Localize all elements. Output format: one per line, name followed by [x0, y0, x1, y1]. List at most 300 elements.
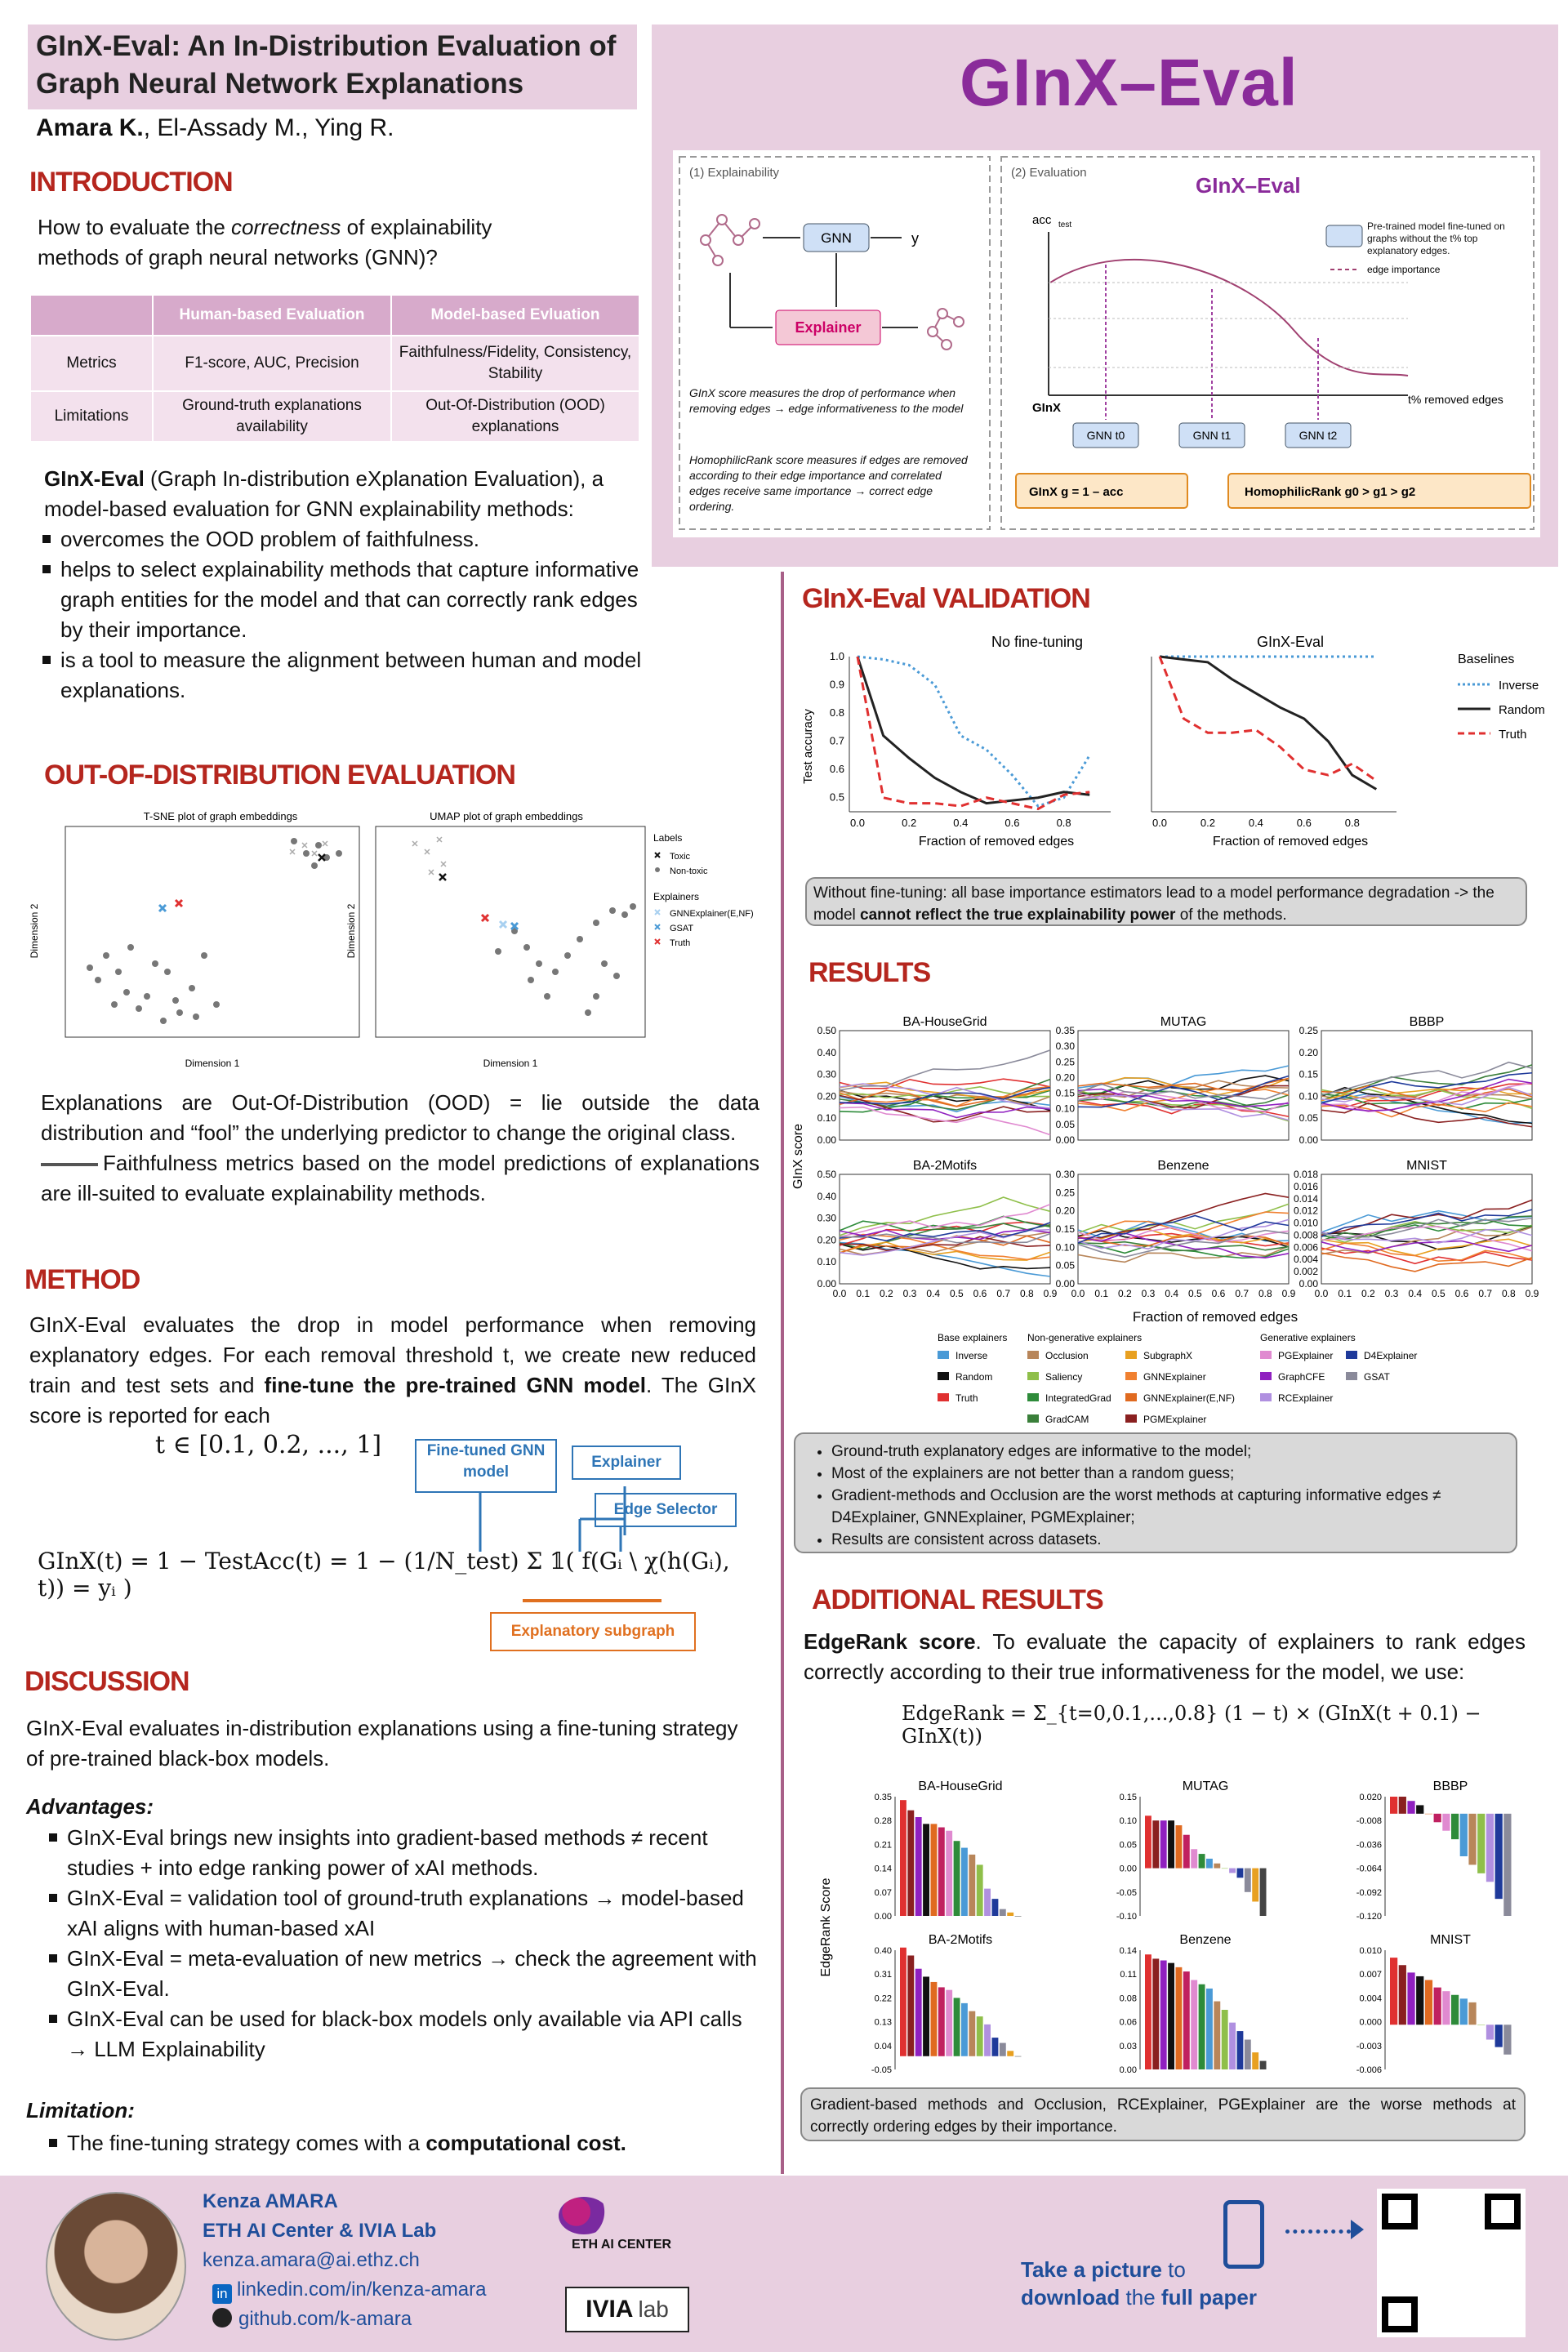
edgerank-bar: [1237, 1869, 1244, 1878]
val-x-tick: 0.4: [1248, 817, 1263, 829]
results-legend-item: Occlusion: [1045, 1350, 1089, 1361]
schematic-xlabel: t% removed edges: [1408, 393, 1503, 406]
results-y-tick: 0.00: [1298, 1278, 1318, 1290]
advantage-item: GInX-Eval = validation tool of ground-truth explanations → model-based xAI aligns with human-based xAI: [67, 1883, 758, 1944]
val-x-tick: 0.2: [902, 817, 917, 829]
legend-inverse: Inverse: [1499, 679, 1539, 693]
val-y-tick: 0.6: [829, 763, 844, 776]
edgerank-y-tick: 0.10: [1119, 1816, 1137, 1827]
edgerank-y-tick: 0.004: [1359, 1993, 1382, 2004]
edgerank-bar: [1477, 1814, 1485, 1873]
edgerank-bar: [1260, 2061, 1267, 2069]
results-x-tick: 0.1: [1338, 1288, 1352, 1299]
acc-sub-label: test: [1058, 220, 1072, 229]
edgerank-y-tick: 0.22: [874, 1993, 892, 2004]
explainer-method-box: Explainer: [572, 1446, 681, 1480]
edgerank-bar: [1206, 1989, 1213, 2069]
edgerank-bar: [900, 1800, 906, 1916]
edgerank-bar: [961, 2003, 968, 2056]
subgraph-box: Explanatory subgraph: [490, 1612, 696, 1651]
intro-bullet: helps to select explainability methods that capture informative graph entities for the model and that can correctly rank edges by their importance.: [60, 555, 648, 645]
results-y-tick: 0.20: [817, 1234, 836, 1246]
edgerank-y-tick: 0.020: [1359, 1793, 1382, 1802]
intro-heading: INTRODUCTION: [29, 167, 233, 198]
schematic-right-title: (2) Evaluation: [1011, 166, 1087, 180]
results-chart: [791, 1001, 1558, 1425]
edgerank-bar: [1199, 1984, 1205, 2069]
github-icon: [212, 2308, 232, 2328]
edgerank-bar: [1152, 1958, 1159, 2069]
svg-text:Non-toxic: Non-toxic: [670, 866, 708, 876]
results-y-tick: 0.30: [1055, 1169, 1075, 1180]
advantage-item: GInX-Eval brings new insights into gradient-based methods ≠ recent studies + into edge ranking power of xAI methods.: [67, 1823, 758, 1883]
edgerank-bar: [984, 1889, 991, 1916]
results-legend-swatch: [1125, 1351, 1137, 1359]
results-series-line: [840, 1107, 1050, 1135]
results-panel-title: BBBP: [1409, 1015, 1445, 1029]
intro-bullet: is a tool to measure the alignment between human and model explanations.: [60, 645, 648, 706]
finetuned-box: Fine-tuned GNN model: [415, 1439, 557, 1493]
edgerank-bar: [1245, 1869, 1251, 1892]
results-legend-swatch: [1027, 1351, 1039, 1359]
edgerank-y-tick: 0.15: [1119, 1793, 1137, 1802]
edgerank-bar: [1000, 2043, 1006, 2056]
edgerank-bar: [954, 1841, 960, 1916]
results-x-tick: 0.2: [1361, 1288, 1375, 1299]
results-legend-item: Random: [956, 1371, 993, 1383]
ood-text: Explanations are Out-Of-Distribution (OOD) = lie outside the data distribution and “fool” the underlying predictor to change the original class. Faithfulness metrics based on the model predictions of explanations are ill-suited to evaluate explainability methods.: [41, 1090, 760, 1205]
edgerank-bar: [1503, 1814, 1511, 1916]
edgerank-y-tick: 0.06: [1119, 2017, 1137, 2028]
results-legend-swatch: [1027, 1393, 1039, 1401]
edgerank-bar: [900, 1948, 906, 2056]
results-y-tick: 0.05: [1055, 1259, 1075, 1272]
edgerank-y-tick: -0.05: [871, 2065, 892, 2075]
legend-random: Random: [1499, 703, 1545, 717]
results-legend-item: GSAT: [1364, 1371, 1390, 1383]
discussion-text: GInX-Eval evaluates in-distribution explanations using a fine-tuning strategy of pre-trained black-box models.: [26, 1716, 738, 1771]
ood-embedding-plots: [24, 808, 776, 1078]
edgerank-bar: [1214, 2002, 1220, 2069]
edgerank-bar: [1183, 1835, 1190, 1869]
results-legend-swatch: [1346, 1372, 1357, 1380]
results-y-tick: 0.20: [1055, 1205, 1075, 1217]
edgerank-bar: [946, 1990, 952, 2056]
edgerank-bar: [931, 1982, 938, 2056]
results-y-tick: 0.15: [1298, 1068, 1318, 1080]
edgerank-bar: [1245, 2040, 1251, 2070]
umap-points: [495, 903, 636, 1016]
edgerank-bar: [1229, 1869, 1236, 1873]
edgerank-bar: [946, 1831, 952, 1916]
legend-labels: Labels: [653, 832, 683, 844]
validation-note: Without fine-tuning: all base importance estimators lead to a model performance degradation -> the model cannot reflect the true explainability power of the methods.: [805, 877, 1527, 926]
acc-label: acc: [1032, 213, 1052, 227]
edgerank-panel-title: MNIST: [1430, 1933, 1471, 1947]
edgerank-bar: [1260, 1869, 1267, 1916]
legend-group-gen: Generative explainers: [1260, 1332, 1356, 1343]
results-y-tick: 0.018: [1293, 1169, 1318, 1180]
results-legend-swatch: [938, 1393, 949, 1401]
edgerank-bar: [1015, 1916, 1022, 1917]
edgerank-bar: [1191, 1849, 1197, 1868]
results-x-tick: 0.3: [1141, 1288, 1156, 1299]
edgerank-bar: [1460, 1998, 1468, 2025]
results-y-tick: 0.20: [1298, 1046, 1318, 1058]
col-human: Human-based Evaluation: [153, 295, 391, 336]
edgerank-bar: [1222, 2010, 1228, 2069]
results-legend-item: Truth: [956, 1392, 978, 1404]
edgerank-bar: [1434, 1988, 1441, 2025]
edgerank-y-tick: -0.003: [1356, 2041, 1382, 2051]
edgerank-bar: [1460, 1814, 1468, 1856]
val-left-title: No fine-tuning: [991, 634, 1084, 650]
edgerank-bar: [1000, 1909, 1006, 1916]
val-series-inverse: [858, 657, 1089, 806]
contact-lab: ETH AI Center & IVIA Lab: [203, 2220, 437, 2242]
github-link[interactable]: github.com/k-amara: [203, 2305, 486, 2334]
results-x-tick: 0.6: [973, 1288, 987, 1299]
comparison-table: Human-based Evaluation Model-based Evluation Metrics F1-score, AUC, Precision Faithfulness/Fidelity, Consistency, Stability Limitations Ground-truth explanations availability Out-Of-Distribution (OOD) explanations: [29, 294, 640, 443]
edgerank-bar: [1183, 1971, 1190, 2069]
results-legend-swatch: [1346, 1351, 1357, 1359]
advantage-item: GInX-Eval = meta-evaluation of new metrics → check the agreement with GInX-Eval.: [67, 1944, 758, 2004]
edgerank-bar: [1168, 1820, 1174, 1868]
edgerank-y-tick: 0.04: [874, 2041, 892, 2051]
edgerank-bar: [977, 2016, 983, 2056]
edgerank-y-tick: 0.000: [1359, 2017, 1382, 2028]
validation-chart: [800, 632, 1552, 861]
results-y-tick: 0.30: [817, 1068, 836, 1080]
edgerank-y-tick: 0.11: [1120, 1970, 1137, 1980]
results-x-tick: 0.0: [832, 1288, 847, 1299]
svg-text:GSAT: GSAT: [670, 924, 694, 933]
edgerank-bar: [1503, 2025, 1511, 2055]
edgerank-bar: [1468, 1814, 1476, 1865]
edgerank-bar: [1486, 2025, 1494, 2039]
first-author: Amara K.: [36, 114, 144, 141]
edgerank-panel-title: BA-HouseGrid: [918, 1780, 1003, 1793]
advantages-label: Advantages:: [26, 1794, 154, 1819]
edgerank-y-tick: -0.006: [1356, 2065, 1382, 2075]
results-x-tick: 0.2: [879, 1288, 893, 1299]
edgerank-y-tick: 0.31: [874, 1970, 892, 1980]
qr-cta: Take a picture to download the full paper: [1021, 2257, 1257, 2310]
umap-toxic-centroid: [439, 874, 446, 880]
results-bullet: • Results are consistent across datasets.: [831, 1529, 1509, 1551]
legend-group-base: Base explainers: [938, 1332, 1008, 1343]
results-x-tick: 0.9: [1525, 1288, 1539, 1299]
edgerank-ylabel: EdgeRank Score: [819, 1878, 833, 1977]
results-x-tick: 0.0: [1071, 1288, 1085, 1299]
results-panel-title: Benzene: [1157, 1159, 1209, 1173]
results-x-tick: 0.4: [1408, 1288, 1423, 1299]
edgerank-bar: [923, 1976, 929, 2056]
results-legend-swatch: [938, 1351, 949, 1359]
val-xlabel-right: Fraction of removed edges: [1212, 835, 1369, 849]
results-y-tick: 0.012: [1293, 1205, 1318, 1217]
edgerank-formula: EdgeRank = Σ_{t=0,0.1,...,0.8} (1 − t) × (GInX(t + 0.1) − GInX(t)): [902, 1702, 1481, 1748]
edgerank-y-tick: 0.28: [874, 1816, 892, 1827]
results-x-tick: 0.3: [1384, 1288, 1399, 1299]
results-x-tick: 0.4: [926, 1288, 941, 1299]
edgerank-bar: [961, 1848, 968, 1916]
results-x-tick: 0.6: [1211, 1288, 1226, 1299]
results-y-tick: 0.05: [1055, 1118, 1075, 1130]
results-legend-swatch: [938, 1372, 949, 1380]
results-y-tick: 0.016: [1293, 1180, 1318, 1192]
avatar: [46, 2192, 186, 2341]
results-bullets: [794, 1432, 1517, 1553]
arrow-head-icon: [1351, 2220, 1364, 2239]
logo: GInX–Eval: [960, 46, 1298, 120]
edgerank-bar: [1252, 2052, 1258, 2069]
edgerank-y-tick: 0.08: [1119, 1993, 1137, 2004]
edgerank-bar: [1015, 2056, 1022, 2057]
val-y-tick: 0.5: [829, 791, 844, 804]
eth-logo-icon: [559, 2197, 609, 2234]
edgerank-bar: [977, 1864, 983, 1916]
edgerank-bar: [1416, 1805, 1423, 1813]
results-legend-swatch: [1027, 1414, 1039, 1423]
results-legend-swatch: [1260, 1372, 1272, 1380]
results-legend-item: GNNExplainer(E,NF): [1143, 1392, 1236, 1404]
additional-note: Gradient-based methods and Occlusion, RCExplainer, PGExplainer are the worse methods at correctly ordering edges by their importance.: [800, 2087, 1526, 2141]
val-ylabel: Test accuracy: [801, 709, 815, 784]
umap-title: UMAP plot of graph embeddings: [430, 810, 583, 822]
edgerank-bar: [1199, 1854, 1205, 1869]
gnn-t1-label: GNN t1: [1192, 429, 1232, 442]
results-y-tick: 0.010: [1293, 1217, 1318, 1229]
legend-finetuned: Pre-trained model fine-tuned on graphs without the t% top explanatory edges.: [1367, 220, 1505, 256]
umap-toxic-marks: [412, 837, 446, 875]
contact-name: Kenza AMARA: [203, 2190, 338, 2212]
gnn-label: GNN: [821, 230, 852, 246]
results-y-tick: 0.25: [1055, 1056, 1075, 1068]
edgerank-panel-title: BA-2Motifs: [928, 1933, 993, 1947]
tsne-truth: [176, 900, 182, 906]
validation-heading: GInX-Eval VALIDATION: [802, 583, 1090, 614]
edgerank-y-tick: 0.13: [874, 2017, 892, 2028]
t-range: t ∈ [0.1, 0.2, ..., 1]: [155, 1431, 382, 1459]
results-y-tick: 0.05: [1298, 1112, 1318, 1125]
edgerank-bar: [938, 1987, 945, 2056]
results-y-tick: 0.30: [1055, 1040, 1075, 1053]
edgerank-y-tick: 0.03: [1119, 2041, 1137, 2051]
intro-definition: GInX-Eval (Graph In-distribution eXplanation Evaluation), a model-based evaluation for GNN explainability methods: overcomes the OOD problem of faithfulness. helps to select explainability methods that capture informative graph entities for the model and that can correctly rank edges by their importance. is a tool to measure the alignment between human and model explanations.: [44, 464, 648, 706]
edgerank-bar: [1407, 1801, 1414, 1814]
dotted-arrow-icon: [1285, 2230, 1351, 2234]
edgerank-y-tick: 0.007: [1359, 1970, 1382, 1980]
advantages-list: [47, 1823, 758, 2065]
contact-block: [203, 2187, 486, 2334]
gnn-t2-label: GNN t2: [1298, 429, 1338, 442]
qr-code[interactable]: [1377, 2189, 1526, 2337]
authors: [36, 114, 394, 142]
results-legend-item: GradCAM: [1045, 1414, 1089, 1425]
edgerank-y-tick: 0.21: [874, 1840, 892, 1851]
umap-truth: [482, 915, 488, 921]
edgerank-bar: [1160, 1961, 1167, 2069]
edgerank-bar: [1152, 1820, 1159, 1868]
results-y-tick: 0.008: [1293, 1229, 1318, 1241]
eth-logo-text: ETH AI CENTER: [572, 2238, 672, 2252]
val-y-tick: 0.7: [829, 734, 844, 747]
edgerank-y-tick: 0.14: [874, 1864, 892, 1874]
results-legend-item: GraphCFE: [1278, 1371, 1325, 1383]
results-series-line: [1078, 1101, 1289, 1117]
results-ylabel: GInX score: [791, 1123, 805, 1190]
results-y-tick: 0.10: [1055, 1102, 1075, 1115]
edgerank-bar: [1399, 1965, 1406, 2025]
additional-text: EdgeRank score. To evaluate the capacity of explainers to rank edges correctly according to their true informativeness for the model, we use:: [804, 1629, 1526, 1684]
svg-text:Toxic: Toxic: [670, 852, 691, 862]
edgerank-bar: [1416, 1976, 1423, 2025]
edgerank-bar: [1145, 1815, 1152, 1868]
results-y-tick: 0.00: [817, 1278, 836, 1290]
homophilic-note: HomophilicRank score measures if edges are removed according to their edge importance and correlated edges receive same importance → correct edge ordering.: [689, 453, 968, 513]
edgerank-bar: [907, 1955, 914, 2056]
tsne-xlabel: Dimension 1: [185, 1058, 240, 1069]
results-y-tick: 0.00: [1298, 1134, 1318, 1146]
edgerank-bar: [1407, 1972, 1414, 2025]
edgerank-bar: [931, 1824, 938, 1916]
edgerank-y-tick: 0.40: [874, 1946, 892, 1956]
edgerank-y-tick: 0.35: [874, 1793, 892, 1802]
legend-truth: Truth: [1499, 728, 1527, 742]
results-y-tick: 0.50: [817, 1025, 836, 1036]
edgerank-bar: [1495, 1814, 1503, 1899]
svg-text:Truth: Truth: [670, 938, 691, 948]
method-text: GInX-Eval evaluates the drop in model performance when removing explanatory edges. For each removal threshold t, we create new reduced train and test sets and fine-tune the pre-trained GNN model. The GInX score is reported for each: [29, 1312, 757, 1428]
edgerank-bar: [969, 2011, 975, 2056]
edgerank-bar: [1399, 1797, 1406, 1814]
edgerank-bar: [1007, 1913, 1013, 1916]
umap-gnnexp: [500, 921, 506, 928]
edgerank-bar: [938, 1828, 945, 1916]
results-y-tick: 0.25: [1055, 1187, 1075, 1199]
edgerank-bar: [1495, 2025, 1503, 2047]
edgerank-bar: [1191, 1980, 1197, 2070]
results-y-tick: 0.10: [1055, 1241, 1075, 1254]
results-heading: RESULTS: [808, 957, 931, 988]
intro-question: How to evaluate the correctness of explainability methods of graph neural networks (GNN)?: [38, 215, 492, 270]
limitation-item: The fine-tuning strategy comes with a computational cost.: [67, 2128, 758, 2158]
edgerank-bar: [984, 2025, 991, 2056]
results-legend-item: SubgraphX: [1143, 1350, 1193, 1361]
edgerank-y-tick: -0.10: [1116, 1912, 1137, 1922]
edgerank-y-tick: 0.010: [1359, 1946, 1382, 1956]
edgerank-bar: [1425, 1814, 1432, 1815]
results-panel-title: MNIST: [1406, 1159, 1447, 1173]
val-right-title: GInX-Eval: [1256, 634, 1325, 650]
edgerank-bar: [954, 1998, 960, 2056]
val-x-tick: 0.6: [1296, 817, 1312, 829]
results-y-tick: 0.25: [1298, 1025, 1318, 1036]
edgerank-bar: [1176, 1967, 1183, 2069]
results-x-tick: 0.7: [1478, 1288, 1493, 1299]
linkedin-link[interactable]: in linkedin.com/in/kenza-amara: [203, 2275, 486, 2305]
edgerank-y-tick: -0.05: [1116, 1887, 1137, 1898]
contact-email[interactable]: kenza.amara@ai.ethz.ch: [203, 2249, 420, 2271]
arrow-icon: [41, 1163, 98, 1166]
ginx-note: GInX score measures the drop of performance when removing edges → edge informativeness to the model: [689, 386, 964, 415]
results-x-tick: 0.1: [1094, 1288, 1109, 1299]
results-legend-swatch: [1260, 1351, 1272, 1359]
results-legend-swatch: [1027, 1372, 1039, 1380]
val-legend-title: Baselines: [1458, 653, 1515, 666]
gnn-t0-label: GNN t0: [1086, 429, 1125, 442]
results-y-tick: 0.00: [817, 1134, 836, 1146]
edgerank-y-tick: -0.092: [1356, 1887, 1382, 1898]
edgerank-bar: [1229, 2023, 1236, 2069]
edgerank-bar: [992, 2038, 999, 2056]
results-x-tick: 0.5: [1431, 1288, 1446, 1299]
edgerank-bar: [907, 1811, 914, 1916]
edgerank-bar: [1007, 2051, 1013, 2056]
limitation-list: [47, 2128, 758, 2158]
edgerank-bar: [923, 1824, 929, 1916]
val-y-tick: 1.0: [829, 650, 844, 662]
results-panel-title: BA-HouseGrid: [902, 1015, 987, 1029]
ginx-formula-main: GInX(t) = 1 − TestAcc(t) = 1 − (1/N_test) Σ 𝟙( f(Gᵢ \ χ(h(Gᵢ), t)) = yᵢ ): [38, 1548, 730, 1601]
results-legend-item: GNNExplainer: [1143, 1371, 1206, 1383]
ivia-logo: IVIA lab: [565, 2287, 689, 2332]
edgerank-bar: [1206, 1859, 1213, 1869]
val-y-tick: 0.9: [829, 678, 844, 691]
intro-bullets: [41, 524, 648, 706]
discussion-heading: DISCUSSION: [24, 1666, 189, 1697]
val-x-tick: 0.6: [1004, 817, 1020, 829]
results-x-tick: 0.5: [1187, 1288, 1202, 1299]
svg-text:GNNExplainer(E,NF): GNNExplainer(E,NF): [670, 909, 754, 919]
method-heading: METHOD: [24, 1264, 140, 1295]
results-y-tick: 0.002: [1293, 1266, 1318, 1278]
results-y-tick: 0.15: [1055, 1087, 1075, 1099]
column-divider: [781, 572, 784, 2174]
val-x-tick: 0.8: [1344, 817, 1360, 829]
results-legend-swatch: [1125, 1414, 1137, 1423]
linkedin-icon: in: [212, 2284, 232, 2304]
edgerank-panel-title: MUTAG: [1182, 1780, 1229, 1793]
results-y-tick: 0.20: [1055, 1071, 1075, 1084]
edgerank-bar: [1434, 1814, 1441, 1822]
results-y-tick: 0.40: [817, 1046, 836, 1058]
results-bullet: • Most of the explainers are not better than a random guess;: [831, 1463, 1509, 1485]
results-y-tick: 0.30: [817, 1212, 836, 1224]
tsne-title: T-SNE plot of graph embeddings: [143, 810, 298, 822]
results-y-tick: 0.15: [1055, 1223, 1075, 1235]
results-y-tick: 0.20: [817, 1090, 836, 1102]
val-y-tick: 0.8: [829, 706, 844, 719]
limitation-label: Limitation:: [26, 2098, 135, 2123]
other-authors: , El-Assady M., Ying R.: [143, 114, 394, 141]
additional-heading: ADDITIONAL RESULTS: [812, 1584, 1103, 1615]
edgerank-y-tick: 0.05: [1119, 1840, 1137, 1851]
homophilic-formula: HomophilicRank g0 > g1 > g2: [1245, 485, 1416, 499]
results-bullet: • Gradient-methods and Occlusion are the worst methods at capturing informative edges ≠ D4Explainer, GNNExplainer, PGMExplainer;: [831, 1485, 1509, 1529]
edgerank-bar: [969, 1855, 975, 1916]
edgerank-y-tick: 0.00: [1119, 2065, 1137, 2075]
val-x-tick: 0.0: [1152, 817, 1168, 829]
results-legend-swatch: [1125, 1372, 1137, 1380]
results-y-tick: 0.10: [817, 1112, 836, 1125]
edgerank-y-tick: -0.120: [1356, 1912, 1382, 1922]
explainer-label: Explainer: [795, 319, 862, 336]
edgerank-bar: [1214, 1864, 1220, 1869]
edgerank-chart: [813, 1772, 1548, 2082]
edgerank-bar: [1145, 1954, 1152, 2069]
